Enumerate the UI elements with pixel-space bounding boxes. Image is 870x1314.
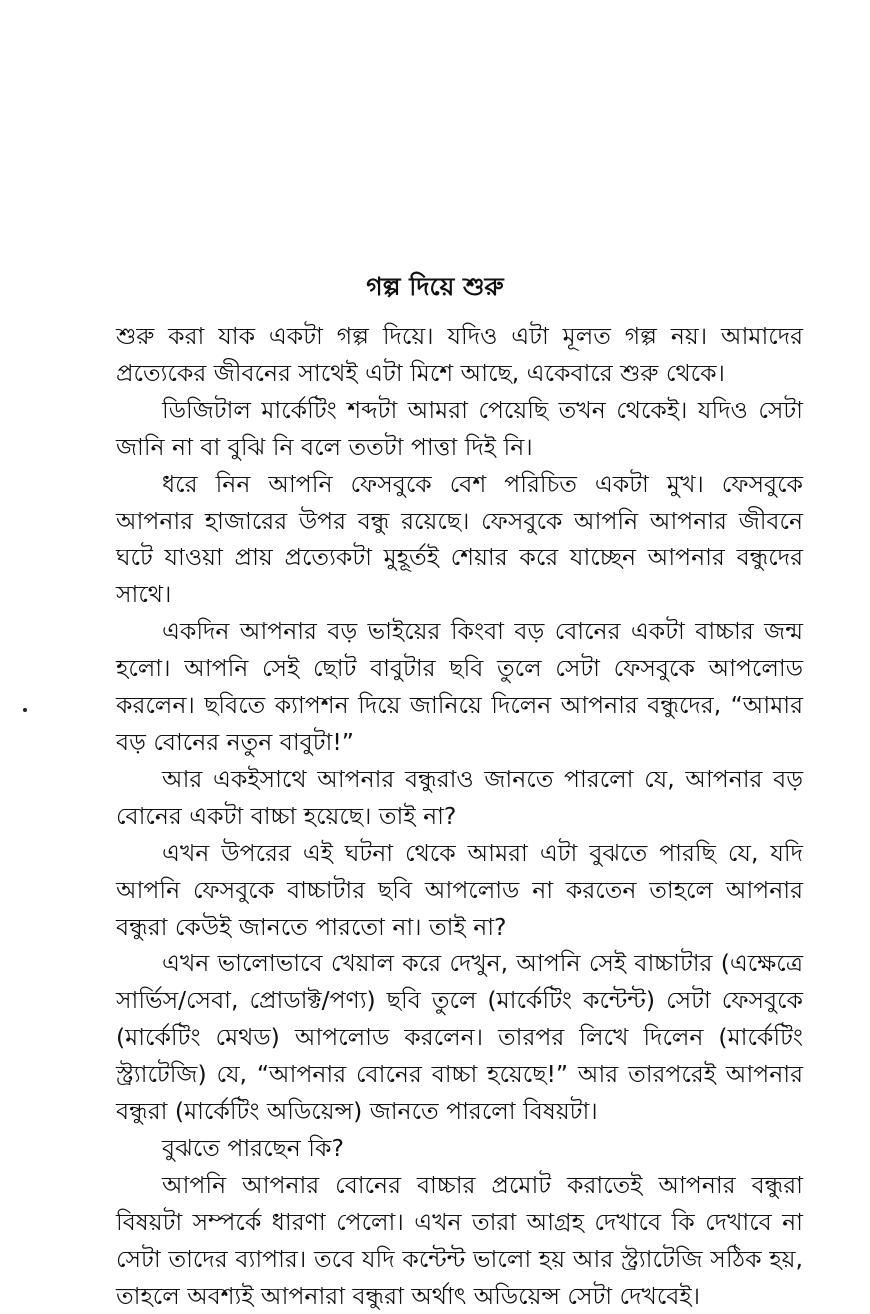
paragraph-5: আর একইসাথে আপনার বন্ধুরাও জানতে পারলো যে, আপনার বড় বোনের একটা বাচ্চা হয়েছে। তাই না? (116, 764, 803, 830)
paragraph-8: বুঝতে পারছেন কি? (162, 1133, 344, 1162)
paragraph-3: ধরে নিন আপনি ফেসবুকে বেশ পরিচিত একটা মুখ। ফেসবুকে আপনার হাজারের উপর বন্ধু রয়েছে। ফেসবুকে আপনি আপনার জীবনে ঘটে যাওয়া প্রায় প্রত্যেকটা মুহূর্তই শেয়ার করে যাচ্ছেন আপনার বন্ধুদের সাথে। (116, 469, 803, 609)
paragraph-4: একদিন আপনার বড় ভাইয়ের কিংবা বড় বোনের একটা বাচ্চার জন্ম হলো। আপনি সেই ছোট বাবুটার ছবি তুলে সেটা ফেসবুকে আপলোড করলেন। ছবিতে ক্যাপশন দিয়ে জানিয়ে দিলেন আপনার বন্ধুদের, “আমার বড় বোনের নতুন বাবুটা!” (116, 617, 803, 756)
body-text (116, 318, 803, 1314)
paragraph-1: শুরু করা যাক একটা গল্প দিয়ে। যদিও এটা মূলত গল্প নয়। আমাদের প্রত্যেকের জীবনের সাথেই এটা মিশে আছে, একেবারে শুরু থেকে। (116, 322, 803, 387)
paragraph-2: ডিজিটাল মার্কেটিং শব্দটা আমরা পেয়েছি তখন থেকেই। যদিও সেটা জানি না বা বুঝি নি বলে ততটা পাত্তা দিই নি। (116, 395, 803, 461)
paragraph-9: আপনি আপনার বোনের বাচ্চার প্রমোট করাতেই আপনার বন্ধুরা বিষয়টা সম্পর্কে ধারণা পেলো। এখন তারা আগ্রহ দেখাবে কি দেখাবে না সেটা তাদের ব্যাপার। তবে যদি কন্টেন্ট ভালো হয় আর স্ট্র্যাটেজি সঠিক হয়, তাহলে অবশ্যই আপনারা বন্ধুরা অর্থাৎ অডিয়েন্স সেটা দেখবেই। (116, 1170, 803, 1310)
scan-speck (23, 708, 27, 712)
chapter-title: গল্প দিয়ে শুরু (366, 271, 504, 301)
paragraph-7: এখন ভালোভাবে খেয়াল করে দেখুন, আপনি সেই বাচ্চাটার (এক্ষেত্রে সার্ভিস/সেবা, প্রোডাক্ট/পণ্য) ছবি তুলে (মার্কেটিং কন্টেন্ট) সেটা ফেসবুকে (মার্কেটিং মেথড) আপলোড করলেন। তারপর লিখে দিলেন (মার্কেটিং স্ট্র্যাটেজি) যে, “আপনার বোনের বাচ্চা হয়েছে!” আর তারপরেই আপনার বন্ধুরা (মার্কেটিং অডিয়েন্স) জানতে পারলো বিষয়টা। (116, 949, 803, 1126)
paragraph-6: এখন উপরের এই ঘটনা থেকে আমরা এটা বুঝতে পারছি যে, যদি আপনি ফেসবুকে বাচ্চাটার ছবি আপলোড না করতেন তাহলে আপনার বন্ধুরা কেউই জানতে পারতো না। তাই না? (116, 838, 803, 941)
